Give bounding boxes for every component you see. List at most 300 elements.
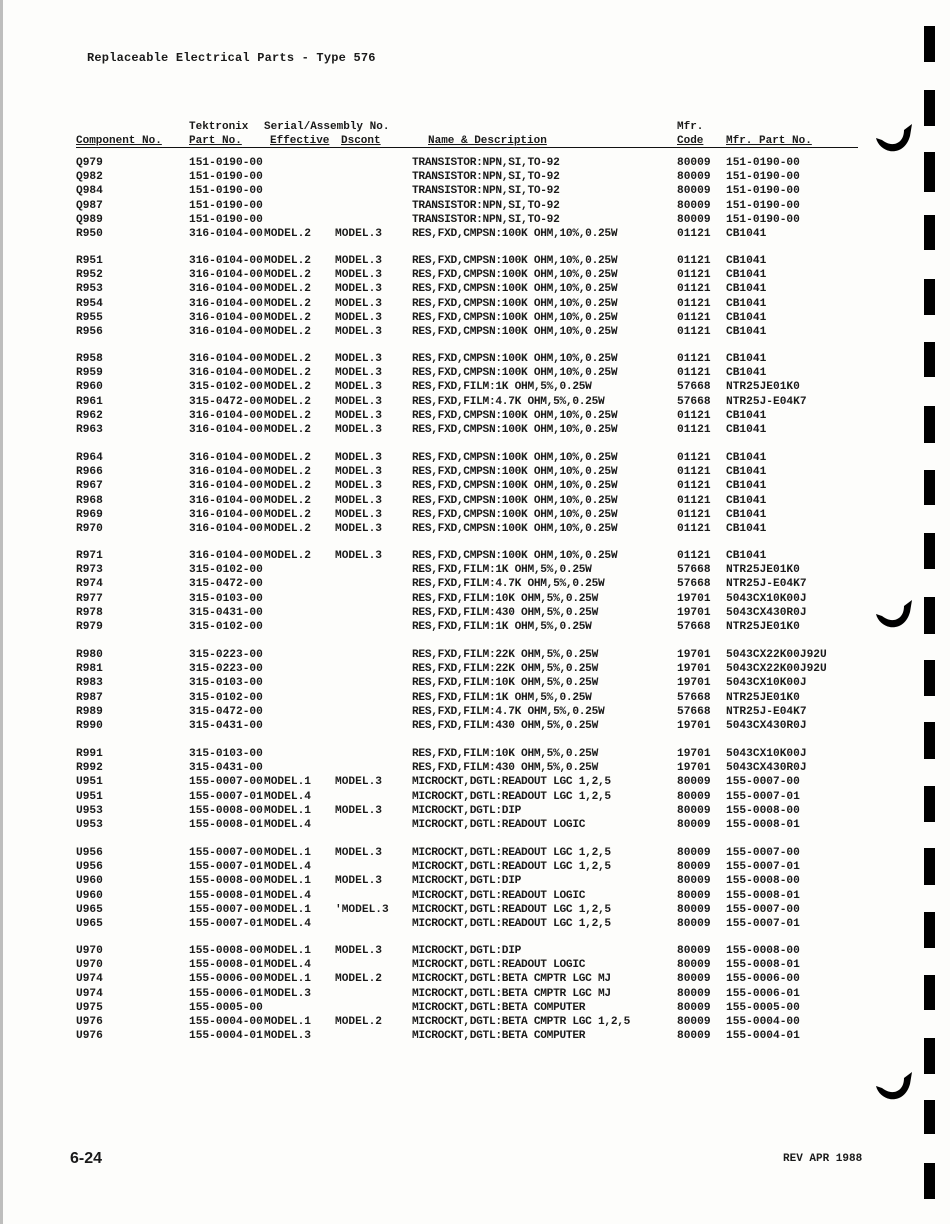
name-description: TRANSISTOR:NPN,SI,TO-92 — [412, 213, 560, 226]
tektronix-part-no: 155-0007-01 — [189, 861, 263, 874]
change-mark-icon — [874, 598, 914, 634]
change-mark-icon — [874, 1070, 914, 1106]
component-no: U976 — [76, 1030, 103, 1043]
margin-bar — [924, 1163, 935, 1199]
table-row — [0, 761, 870, 775]
mfr-part-no: CB1041 — [726, 424, 767, 436]
table-row — [0, 719, 870, 733]
serial-effective: MODEL.2 — [264, 353, 311, 365]
table-row — [0, 705, 870, 719]
name-description: RES,FXD,CMPSN:100K OHM,10%,0.25W — [412, 255, 618, 267]
tektronix-part-no: 155-0007-01 — [189, 918, 263, 930]
serial-effective: MODEL.2 — [264, 508, 311, 521]
serial-effective: MODEL.1 — [264, 903, 311, 916]
serial-effective: MODEL.2 — [264, 311, 311, 324]
mfr-code: 01121 — [677, 255, 711, 267]
mfr-part-no: CB1041 — [726, 550, 767, 562]
tektronix-part-no: 155-0008-00 — [189, 945, 263, 957]
serial-effective: MODEL.1 — [264, 847, 311, 859]
mfr-part-no: 155-0005-00 — [726, 1001, 800, 1014]
serial-dscont: MODEL.3 — [335, 452, 382, 464]
mfr-part-no: 155-0008-00 — [726, 804, 800, 817]
table-row — [0, 691, 870, 705]
mfr-code: 01121 — [677, 367, 711, 380]
name-description: RES,FXD,CMPSN:100K OHM,10%,0.25W — [412, 466, 618, 479]
mfr-code: 01121 — [677, 409, 711, 422]
margin-bar — [924, 152, 935, 192]
table-row — [0, 1001, 870, 1015]
margin-bar — [924, 1038, 935, 1074]
name-description: MICROCKT,DGTL:BETA COMPUTER — [412, 1030, 586, 1043]
table-row — [0, 972, 870, 986]
margin-bar — [924, 533, 935, 569]
serial-dscont: MODEL.3 — [335, 409, 382, 422]
component-no: U953 — [76, 819, 103, 831]
table-row — [0, 311, 870, 325]
table-row — [0, 917, 870, 931]
mfr-code: 01121 — [677, 494, 711, 507]
table-row — [0, 1029, 870, 1043]
tektronix-part-no: 316-0104-00 — [189, 297, 263, 310]
tektronix-part-no: 315-0103-00 — [189, 748, 263, 760]
component-no: R960 — [76, 381, 103, 394]
mfr-code: 80009 — [677, 185, 711, 198]
mfr-part-no: CB1041 — [726, 523, 767, 535]
table-row — [0, 889, 870, 903]
serial-dscont: MODEL.3 — [335, 776, 382, 789]
mfr-code: 01121 — [677, 508, 711, 521]
tektronix-part-no: 151-0190-00 — [189, 171, 263, 184]
tektronix-part-no: 155-0004-00 — [189, 1016, 263, 1028]
table-row — [0, 577, 870, 591]
table-row — [0, 508, 870, 522]
mfr-code: 80009 — [677, 903, 711, 916]
serial-dscont: MODEL.3 — [335, 283, 382, 296]
mfr-code: 57668 — [677, 578, 711, 591]
name-description: TRANSISTOR:NPN,SI,TO-92 — [412, 199, 560, 212]
mfr-code: 80009 — [677, 213, 711, 226]
header-part-no: Part No. — [189, 135, 242, 147]
mfr-part-no: CB1041 — [726, 480, 767, 493]
component-no: R977 — [76, 592, 103, 605]
margin-bar — [924, 406, 935, 443]
component-no: R987 — [76, 691, 103, 704]
name-description: MICROCKT,DGTL:BETA CMPTR LGC MJ — [412, 973, 611, 986]
component-no: U965 — [76, 918, 103, 930]
component-no: R971 — [76, 550, 103, 562]
margin-bar — [924, 975, 935, 1010]
name-description: RES,FXD,FILM:10K OHM,5%,0.25W — [412, 592, 598, 605]
tektronix-part-no: 316-0104-00 — [189, 466, 263, 479]
name-description: MICROCKT,DGTL:DIP — [412, 875, 522, 888]
component-no: U975 — [76, 1001, 103, 1014]
tektronix-part-no: 155-0006-01 — [189, 987, 263, 1000]
tektronix-part-no: 155-0007-00 — [189, 776, 263, 789]
tektronix-part-no: 155-0007-01 — [189, 790, 263, 803]
mfr-part-no: 155-0008-00 — [726, 945, 800, 957]
table-row — [0, 184, 870, 198]
tektronix-part-no: 315-0102-00 — [189, 621, 263, 633]
name-description: RES,FXD,CMPSN:100K OHM,10%,0.25W — [412, 269, 618, 282]
serial-effective: MODEL.2 — [264, 255, 311, 267]
table-row — [0, 494, 870, 508]
table-row — [0, 156, 870, 170]
serial-effective: MODEL.4 — [264, 790, 311, 803]
margin-bar — [924, 1100, 935, 1134]
name-description: RES,FXD,CMPSN:100K OHM,10%,0.25W — [412, 367, 618, 380]
serial-effective: MODEL.2 — [264, 326, 311, 338]
serial-dscont: MODEL.2 — [335, 973, 382, 986]
mfr-code: 57668 — [677, 691, 711, 704]
header-component-no: Component No. — [76, 135, 162, 147]
serial-effective: MODEL.1 — [264, 973, 311, 986]
serial-dscont: MODEL.3 — [335, 847, 382, 859]
header-effective: Effective — [270, 135, 330, 147]
mfr-code: 57668 — [677, 564, 711, 577]
component-no: R983 — [76, 677, 103, 690]
name-description: MICROCKT,DGTL:BETA COMPUTER — [412, 1001, 586, 1014]
component-no: R970 — [76, 523, 103, 535]
revision-date: REV APR 1988 — [783, 1153, 863, 1165]
mfr-code: 80009 — [677, 861, 711, 874]
component-no: U974 — [76, 987, 103, 1000]
tektronix-part-no: 316-0104-00 — [189, 269, 263, 282]
component-no: Q982 — [76, 171, 103, 184]
name-description: RES,FXD,FILM:22K OHM,5%,0.25W — [412, 649, 598, 661]
tektronix-part-no: 315-0472-00 — [189, 705, 263, 718]
mfr-part-no: 155-0008-01 — [726, 889, 800, 902]
header-mfr-part-no: Mfr. Part No. — [726, 135, 812, 147]
serial-effective: MODEL.2 — [264, 381, 311, 394]
name-description: TRANSISTOR:NPN,SI,TO-92 — [412, 185, 560, 198]
header-serial-assembly: Serial/Assembly No. — [264, 121, 390, 133]
component-no: R956 — [76, 326, 103, 338]
mfr-part-no: NTR25JE01K0 — [726, 691, 800, 704]
name-description: MICROCKT,DGTL:BETA CMPTR LGC 1,2,5 — [412, 1016, 631, 1028]
margin-bar — [924, 342, 935, 377]
name-description: RES,FXD,FILM:10K OHM,5%,0.25W — [412, 677, 598, 690]
mfr-part-no: 5043CX10K00J — [726, 592, 807, 605]
tektronix-part-no: 151-0190-00 — [189, 199, 263, 212]
table-row — [0, 606, 870, 620]
mfr-code: 19701 — [677, 663, 711, 676]
margin-bar — [924, 660, 935, 696]
name-description: RES,FXD,FILM:22K OHM,5%,0.25W — [412, 663, 598, 676]
component-no: U970 — [76, 945, 103, 957]
serial-dscont: MODEL.3 — [335, 508, 382, 521]
tektronix-part-no: 151-0190-00 — [189, 185, 263, 198]
mfr-part-no: NTR25J-E04K7 — [726, 578, 807, 591]
component-no: U953 — [76, 804, 103, 817]
name-description: RES,FXD,FILM:4.7K OHM,5%,0.25W — [412, 395, 605, 408]
component-no: U960 — [76, 875, 103, 888]
table-row — [0, 380, 870, 394]
table-row — [0, 1015, 870, 1029]
name-description: MICROCKT,DGTL:READOUT LGC 1,2,5 — [412, 903, 611, 916]
name-description: RES,FXD,FILM:1K OHM,5%,0.25W — [412, 381, 592, 394]
header-rule — [76, 147, 858, 148]
serial-dscont: MODEL.3 — [335, 311, 382, 324]
serial-dscont: MODEL.3 — [335, 480, 382, 493]
tektronix-part-no: 315-0103-00 — [189, 592, 263, 605]
tektronix-part-no: 316-0104-00 — [189, 228, 263, 240]
table-row — [0, 790, 870, 804]
header-mfr-code: Code — [677, 135, 704, 147]
component-no: R969 — [76, 508, 103, 521]
component-no: R978 — [76, 606, 103, 619]
mfr-code: 19701 — [677, 677, 711, 690]
serial-dscont: MODEL.3 — [335, 381, 382, 394]
mfr-code: 19701 — [677, 748, 711, 760]
table-row — [0, 254, 870, 268]
serial-dscont: MODEL.3 — [335, 353, 382, 365]
serial-dscont: MODEL.3 — [335, 804, 382, 817]
name-description: RES,FXD,FILM:1K OHM,5%,0.25W — [412, 691, 592, 704]
name-description: RES,FXD,FILM:430 OHM,5%,0.25W — [412, 720, 598, 732]
serial-effective: MODEL.2 — [264, 494, 311, 507]
table-row — [0, 648, 870, 662]
serial-dscont: MODEL.3 — [335, 269, 382, 282]
tektronix-part-no: 315-0102-00 — [189, 564, 263, 577]
tektronix-part-no: 155-0008-01 — [189, 889, 263, 902]
name-description: RES,FXD,FILM:1K OHM,5%,0.25W — [412, 621, 592, 633]
tektronix-part-no: 315-0102-00 — [189, 691, 263, 704]
table-row — [0, 465, 870, 479]
table-row — [0, 903, 870, 917]
name-description: MICROCKT,DGTL:READOUT LGC 1,2,5 — [412, 790, 611, 803]
page-number: 6-24 — [70, 1150, 103, 1167]
name-description: RES,FXD,FILM:1K OHM,5%,0.25W — [412, 564, 592, 577]
mfr-part-no: 155-0004-01 — [726, 1030, 800, 1043]
component-no: R967 — [76, 480, 103, 493]
component-no: R968 — [76, 494, 103, 507]
mfr-part-no: 155-0007-01 — [726, 861, 800, 874]
header-name-description: Name & Description — [428, 135, 547, 147]
name-description: RES,FXD,FILM:10K OHM,5%,0.25W — [412, 748, 598, 760]
table-row — [0, 409, 870, 423]
name-description: RES,FXD,FILM:430 OHM,5%,0.25W — [412, 762, 598, 775]
table-row — [0, 775, 870, 789]
header-tektronix: Tektronix — [189, 121, 249, 133]
serial-dscont: MODEL.3 — [335, 550, 382, 562]
tektronix-part-no: 315-0472-00 — [189, 578, 263, 591]
table-row — [0, 395, 870, 409]
mfr-part-no: 155-0008-00 — [726, 875, 800, 888]
margin-bar — [924, 786, 935, 822]
mfr-code: 01121 — [677, 283, 711, 296]
component-no: R953 — [76, 283, 103, 296]
tektronix-part-no: 316-0104-00 — [189, 311, 263, 324]
mfr-part-no: 155-0007-00 — [726, 847, 800, 859]
serial-effective: MODEL.4 — [264, 959, 311, 972]
serial-effective: MODEL.2 — [264, 424, 311, 436]
table-row — [0, 297, 870, 311]
mfr-code: 19701 — [677, 649, 711, 661]
mfr-code: 80009 — [677, 918, 711, 930]
mfr-code: 80009 — [677, 847, 711, 859]
margin-bar — [924, 848, 935, 885]
mfr-code: 01121 — [677, 523, 711, 535]
component-no: R980 — [76, 649, 103, 661]
margin-bar — [924, 90, 935, 126]
mfr-code: 80009 — [677, 875, 711, 888]
name-description: RES,FXD,CMPSN:100K OHM,10%,0.25W — [412, 550, 618, 562]
name-description: MICROCKT,DGTL:DIP — [412, 945, 522, 957]
serial-dscont: MODEL.3 — [335, 945, 382, 957]
mfr-code: 80009 — [677, 819, 711, 831]
component-no: R992 — [76, 762, 103, 775]
component-no: U951 — [76, 790, 103, 803]
name-description: TRANSISTOR:NPN,SI,TO-92 — [412, 157, 560, 169]
change-mark-icon — [874, 122, 914, 158]
table-row — [0, 352, 870, 366]
name-description: TRANSISTOR:NPN,SI,TO-92 — [412, 171, 560, 184]
mfr-part-no: 5043CX22K00J92U — [726, 649, 827, 661]
table-row — [0, 479, 870, 493]
component-no: U960 — [76, 889, 103, 902]
tektronix-part-no: 316-0104-00 — [189, 409, 263, 422]
mfr-code: 80009 — [677, 776, 711, 789]
mfr-code: 80009 — [677, 1030, 711, 1043]
tektronix-part-no: 315-0472-00 — [189, 395, 263, 408]
name-description: MICROCKT,DGTL:READOUT LGC 1,2,5 — [412, 861, 611, 874]
mfr-part-no: 5043CX10K00J — [726, 677, 807, 690]
mfr-part-no: 155-0007-01 — [726, 790, 800, 803]
mfr-part-no: CB1041 — [726, 494, 767, 507]
serial-effective: MODEL.4 — [264, 819, 311, 831]
tektronix-part-no: 155-0007-00 — [189, 903, 263, 916]
mfr-part-no: CB1041 — [726, 508, 767, 521]
serial-effective: MODEL.1 — [264, 1016, 311, 1028]
mfr-code: 01121 — [677, 269, 711, 282]
component-no: R991 — [76, 748, 103, 760]
mfr-part-no: CB1041 — [726, 367, 767, 380]
table-row — [0, 199, 870, 213]
serial-dscont: MODEL.3 — [335, 297, 382, 310]
tektronix-part-no: 316-0104-00 — [189, 452, 263, 464]
mfr-code: 01121 — [677, 466, 711, 479]
mfr-code: 19701 — [677, 606, 711, 619]
mfr-code: 57668 — [677, 621, 711, 633]
serial-dscont: 'MODEL.3 — [335, 903, 389, 916]
name-description: RES,FXD,CMPSN:100K OHM,10%,0.25W — [412, 523, 618, 535]
mfr-part-no: 155-0007-01 — [726, 918, 800, 930]
name-description: RES,FXD,FILM:4.7K OHM,5%,0.25W — [412, 705, 605, 718]
name-description: RES,FXD,CMPSN:100K OHM,10%,0.25W — [412, 326, 618, 338]
tektronix-part-no: 315-0431-00 — [189, 762, 263, 775]
tektronix-part-no: 315-0431-00 — [189, 720, 263, 732]
mfr-part-no: 151-0190-00 — [726, 185, 800, 198]
serial-dscont: MODEL.3 — [335, 523, 382, 535]
serial-effective: MODEL.1 — [264, 945, 311, 957]
mfr-part-no: 151-0190-00 — [726, 157, 800, 169]
mfr-part-no: CB1041 — [726, 297, 767, 310]
name-description: MICROCKT,DGTL:READOUT LOGIC — [412, 959, 586, 972]
tektronix-part-no: 155-0004-01 — [189, 1030, 263, 1043]
mfr-code: 01121 — [677, 550, 711, 562]
component-no: R989 — [76, 705, 103, 718]
mfr-part-no: 5043CX430R0J — [726, 606, 807, 619]
table-row — [0, 846, 870, 860]
mfr-part-no: NTR25J-E04K7 — [726, 705, 807, 718]
table-row — [0, 860, 870, 874]
table-row — [0, 522, 870, 536]
table-row — [0, 227, 870, 241]
serial-effective: MODEL.2 — [264, 367, 311, 380]
tektronix-part-no: 316-0104-00 — [189, 255, 263, 267]
tektronix-part-no: 316-0104-00 — [189, 550, 263, 562]
component-no: U956 — [76, 861, 103, 874]
mfr-part-no: 155-0007-00 — [726, 903, 800, 916]
mfr-code: 01121 — [677, 452, 711, 464]
margin-bar — [924, 26, 935, 62]
name-description: MICROCKT,DGTL:READOUT LOGIC — [412, 889, 586, 902]
mfr-part-no: NTR25JE01K0 — [726, 564, 800, 577]
serial-dscont: MODEL.3 — [335, 395, 382, 408]
table-row — [0, 958, 870, 972]
tektronix-part-no: 315-0102-00 — [189, 381, 263, 394]
component-no: R990 — [76, 720, 103, 732]
mfr-part-no: CB1041 — [726, 452, 767, 464]
table-row — [0, 366, 870, 380]
serial-effective: MODEL.1 — [264, 875, 311, 888]
serial-dscont: MODEL.3 — [335, 367, 382, 380]
mfr-code: 01121 — [677, 297, 711, 310]
serial-effective: MODEL.1 — [264, 804, 311, 817]
table-row — [0, 170, 870, 184]
component-no: U974 — [76, 973, 103, 986]
name-description: RES,FXD,CMPSN:100K OHM,10%,0.25W — [412, 494, 618, 507]
mfr-part-no: 5043CX22K00J92U — [726, 663, 827, 676]
serial-effective: MODEL.2 — [264, 523, 311, 535]
mfr-part-no: CB1041 — [726, 269, 767, 282]
name-description: RES,FXD,CMPSN:100K OHM,10%,0.25W — [412, 452, 618, 464]
table-row — [0, 592, 870, 606]
component-no: R979 — [76, 621, 103, 633]
tektronix-part-no: 155-0008-01 — [189, 819, 263, 831]
serial-effective: MODEL.2 — [264, 395, 311, 408]
component-no: Q989 — [76, 213, 103, 226]
serial-dscont: MODEL.3 — [335, 466, 382, 479]
serial-dscont: MODEL.3 — [335, 424, 382, 436]
component-no: R974 — [76, 578, 103, 591]
serial-effective: MODEL.2 — [264, 480, 311, 493]
mfr-part-no: CB1041 — [726, 255, 767, 267]
mfr-code: 80009 — [677, 1001, 711, 1014]
margin-bar — [924, 722, 935, 759]
mfr-part-no: 155-0004-00 — [726, 1016, 800, 1028]
name-description: RES,FXD,CMPSN:100K OHM,10%,0.25W — [412, 283, 618, 296]
mfr-code: 01121 — [677, 480, 711, 493]
component-no: U956 — [76, 847, 103, 859]
name-description: MICROCKT,DGTL:DIP — [412, 804, 522, 817]
mfr-code: 80009 — [677, 889, 711, 902]
table-row — [0, 620, 870, 634]
component-no: R959 — [76, 367, 103, 380]
mfr-part-no: 155-0008-01 — [726, 959, 800, 972]
name-description: RES,FXD,CMPSN:100K OHM,10%,0.25W — [412, 228, 618, 240]
serial-dscont: MODEL.2 — [335, 1016, 382, 1028]
serial-effective: MODEL.3 — [264, 1030, 311, 1043]
name-description: RES,FXD,CMPSN:100K OHM,10%,0.25W — [412, 353, 618, 365]
serial-effective: MODEL.2 — [264, 550, 311, 562]
table-row — [0, 549, 870, 563]
component-no: R962 — [76, 409, 103, 422]
name-description: RES,FXD,CMPSN:100K OHM,10%,0.25W — [412, 297, 618, 310]
tektronix-part-no: 155-0007-00 — [189, 847, 263, 859]
component-no: Q987 — [76, 199, 103, 212]
mfr-code: 57668 — [677, 381, 711, 394]
